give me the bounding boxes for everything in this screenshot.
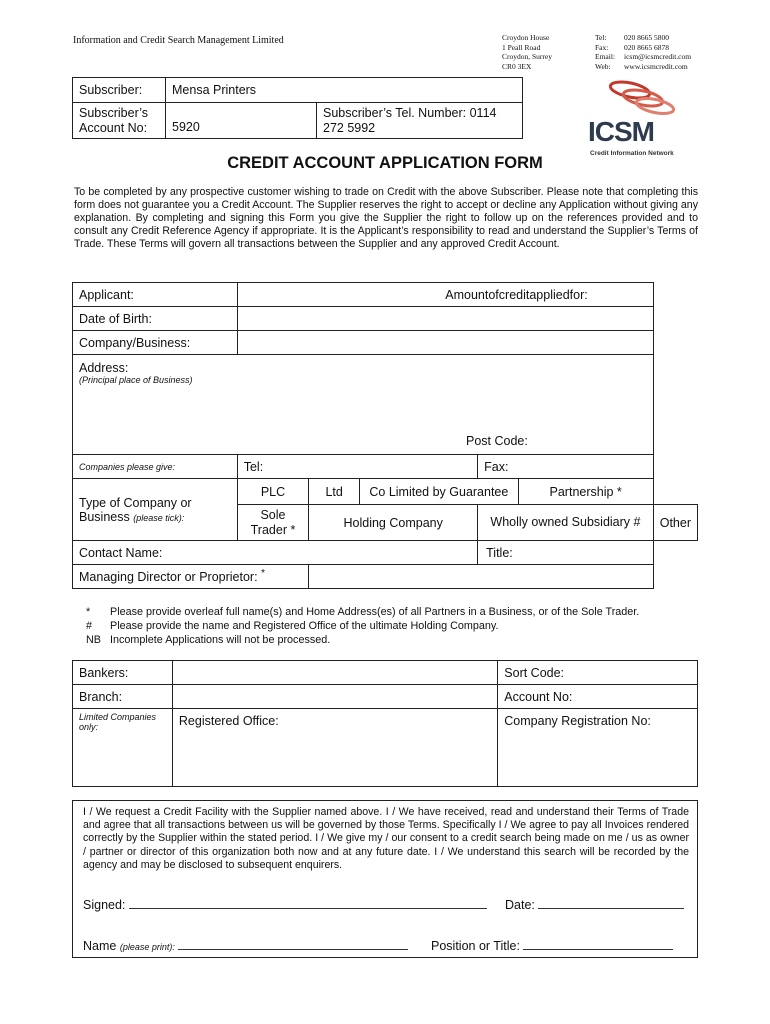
type-guarantee[interactable]: Co Limited by Guarantee: [360, 479, 518, 505]
title-label: Title:: [478, 541, 654, 565]
limited-companies-label: Limited Companies only:: [73, 709, 173, 787]
date-field[interactable]: [538, 897, 684, 909]
position-line[interactable]: Position or Title:: [431, 938, 673, 953]
note-item: NB Incomplete Applications will not be processed.: [86, 634, 331, 646]
subscriber-tel: Subscriber’s Tel. Number: 0114 272 5992: [317, 103, 523, 139]
declaration-box: [72, 800, 698, 958]
fax-label: Fax:: [595, 42, 609, 52]
address-line: Croydon House: [502, 33, 550, 42]
intro-paragraph: To be completed by any prospective customer wishing to trade on Credit with the above Subscriber. Please note that completing this form does not guarantee you a Credit Account. The Supplier reserves the right to accept or decline any Application without giving any explanation. By completing and signing this Form you give the Supplier the right to follow up on the references provided and to consult any Credit Reference Agency if appropriate. It is the Applicant’s responsibility to read and understand the Supplier’s Terms of Trade. These Terms will govern all transactions between the Supplier and any approved Credit Account.: [74, 186, 698, 250]
address-line: CR0 3EX: [502, 61, 532, 71]
declaration-text: I / We request a Credit Facility with the Supplier named above. I / We have received, read and understand their Terms of Trade and agree that all transactions between us will be governed by those Terms. Specifically I / We agree to pay all Invoices rendered correctly by the Supplier within the stated period. I / We give my / our consent to a credit search being made on me / us as owner / partner or director of this organization both now and at any future date. I / We understand this search will be recorded by the agency and may be disclosed to subsequent enquirers.: [83, 806, 689, 871]
address-line: Croydon, Surrey: [502, 52, 552, 62]
companies-give-label: Companies please give:: [73, 455, 238, 479]
address-note: (Principal place of Business): [79, 375, 193, 385]
dob-field[interactable]: [237, 307, 653, 331]
date-line[interactable]: Date:: [505, 897, 684, 912]
form-title: CREDIT ACCOUNT APPLICATION FORM: [227, 154, 543, 172]
contact-labels: [595, 33, 615, 71]
type-ltd[interactable]: Ltd: [309, 479, 360, 505]
amount-label: Amountofcreditappliedfor:: [237, 283, 653, 307]
signed-line[interactable]: Signed:: [83, 897, 487, 912]
web-value: www.icsmcredit.com: [624, 61, 688, 71]
md-field[interactable]: [309, 565, 654, 589]
type-other[interactable]: Other: [653, 505, 697, 541]
company-reg-no-label: Company Registration No:: [498, 709, 698, 787]
company-field[interactable]: [237, 331, 653, 355]
subscriber-value[interactable]: Mensa Printers: [166, 78, 523, 103]
md-asterisk: *: [261, 568, 266, 580]
note-item: * Please provide overleaf full name(s) and Home Address(es) of all Partners in a Business, or of the Sole Trader.: [86, 606, 640, 618]
tel-label: Tel:: [237, 455, 477, 479]
dob-label: Date of Birth:: [73, 307, 238, 331]
type-subsidiary[interactable]: Wholly owned Subsidiary #: [478, 505, 654, 541]
account-no-label: Subscriber’s Account No:: [73, 103, 166, 139]
type-sole-trader[interactable]: Sole Trader *: [237, 505, 308, 541]
email-label: Email:: [595, 52, 615, 62]
account-no-label-bank: Account No:: [498, 685, 698, 709]
notes: [86, 605, 639, 647]
subscriber-table: [72, 77, 523, 139]
md-label: Managing Director or Proprietor: *: [73, 565, 309, 589]
address-label: Address:: [79, 361, 129, 375]
issuer-address: [502, 33, 552, 71]
address-line: 1 Peall Road: [502, 42, 541, 52]
company-type-label: Type of Company or Business (please tick):: [73, 479, 238, 541]
email-value: icsm@icsmcredit.com: [624, 52, 692, 62]
issuer-company-name: Information and Credit Search Management Limited: [73, 35, 284, 46]
position-field[interactable]: [523, 938, 673, 950]
application-table: [72, 282, 698, 589]
bankers-label: Bankers:: [73, 661, 173, 685]
applicant-label: Applicant:: [73, 283, 238, 307]
web-label: Web:: [595, 61, 611, 71]
logo-text: ICSM: [588, 116, 654, 147]
name-field[interactable]: [178, 938, 408, 950]
name-line[interactable]: Name (please print):: [83, 938, 408, 953]
fax-label: Fax:: [478, 455, 654, 479]
fax-value: 020 8665 6878: [624, 42, 669, 52]
type-partnership[interactable]: Partnership *: [518, 479, 653, 505]
signed-field[interactable]: [129, 897, 487, 909]
registered-office-label: Registered Office:: [172, 709, 497, 787]
subscriber-label: Subscriber:: [73, 78, 166, 103]
branch-field[interactable]: [172, 685, 497, 709]
account-no-value[interactable]: 5920: [166, 103, 317, 139]
logo-tagline: Credit Information Network: [590, 150, 674, 157]
icsm-logo: [588, 80, 698, 160]
address-cell[interactable]: [73, 355, 654, 455]
type-holding[interactable]: Holding Company: [309, 505, 478, 541]
tel-label: Tel:: [595, 33, 607, 42]
bankers-field[interactable]: [172, 661, 497, 685]
contact-values: [624, 33, 691, 71]
bank-table: [72, 660, 698, 787]
company-label: Company/Business:: [73, 331, 238, 355]
branch-label: Branch:: [73, 685, 173, 709]
tel-value: 020 8665 5800: [624, 33, 669, 42]
contact-name-label: Contact Name:: [73, 541, 478, 565]
note-item: # Please provide the name and Registered Office of the ultimate Holding Company.: [86, 620, 499, 632]
sort-code-label: Sort Code:: [498, 661, 698, 685]
type-plc[interactable]: PLC: [237, 479, 308, 505]
postcode-label: Post Code:: [466, 434, 528, 448]
